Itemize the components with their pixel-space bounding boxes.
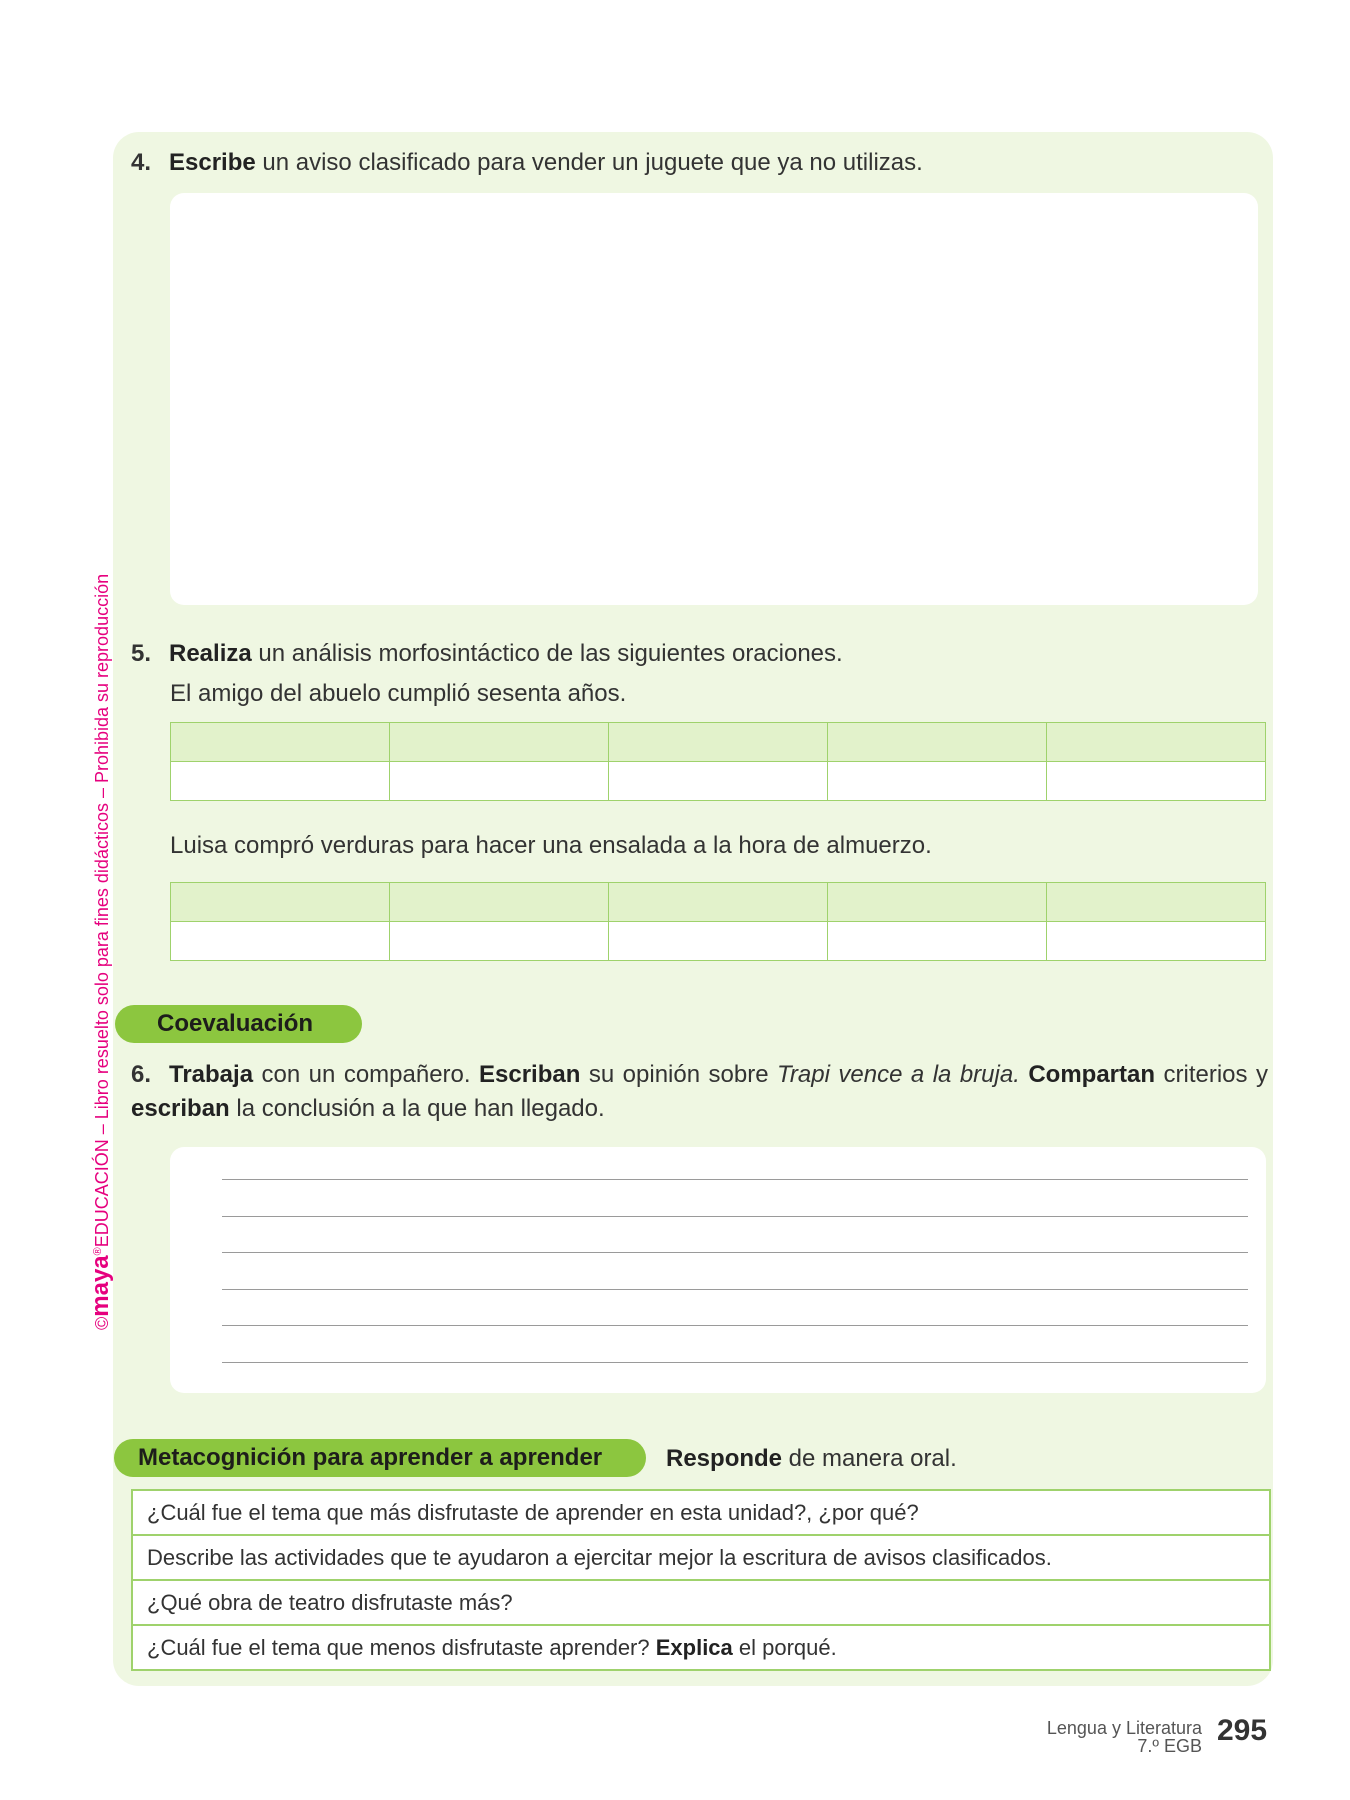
question-6 bbox=[131, 1058, 1268, 1126]
classified-ad-answer-box[interactable] bbox=[170, 193, 1258, 605]
question-text: con un compañero. bbox=[253, 1061, 480, 1088]
writing-line[interactable] bbox=[222, 1362, 1248, 1363]
writing-line[interactable] bbox=[222, 1216, 1248, 1217]
writing-line[interactable] bbox=[222, 1289, 1248, 1290]
table-cell[interactable] bbox=[828, 723, 1047, 762]
table-header-row bbox=[171, 723, 1266, 762]
writing-line[interactable] bbox=[222, 1325, 1248, 1326]
question-text: criterios y bbox=[1155, 1061, 1268, 1088]
table-cell[interactable] bbox=[390, 723, 609, 762]
table-cell[interactable] bbox=[171, 922, 390, 961]
table-cell[interactable] bbox=[171, 883, 390, 922]
opinion-answer-box[interactable] bbox=[170, 1147, 1266, 1393]
copyright-text: EDUCACIÓN – Libro resuelto solo para fines didácticos – Prohibida su reproducción bbox=[92, 573, 112, 1248]
table-cell[interactable] bbox=[1047, 723, 1266, 762]
table-row: ¿Cuál fue el tema que más disfrutaste de aprender en esta unidad?, ¿por qué? bbox=[133, 1491, 1269, 1536]
analysis-table-1 bbox=[170, 722, 1266, 801]
metacognicion-table bbox=[131, 1489, 1271, 1671]
sentence-2: Luisa compró verduras para hacer una ensalada a la hora de almuerzo. bbox=[170, 832, 932, 859]
table-row bbox=[133, 1626, 1269, 1669]
question-verb: Escribe bbox=[169, 149, 256, 176]
row-text: el porqué. bbox=[732, 1635, 837, 1660]
table-row: ¿Qué obra de teatro disfrutaste más? bbox=[133, 1581, 1269, 1626]
question-number: 4. bbox=[131, 149, 152, 176]
table-cell[interactable] bbox=[828, 922, 1047, 961]
question-text: la conclusión a la que han llegado. bbox=[229, 1095, 605, 1122]
question-4 bbox=[131, 146, 923, 180]
table-cell[interactable] bbox=[609, 723, 828, 762]
row-verb: Explica bbox=[655, 1635, 733, 1660]
brand-logo: maya bbox=[87, 1255, 114, 1317]
question-verb: Trabaja bbox=[169, 1061, 254, 1088]
table-cell[interactable] bbox=[1047, 883, 1266, 922]
table-cell[interactable] bbox=[1047, 922, 1266, 961]
copyright-symbol: © bbox=[92, 1316, 112, 1330]
writing-line[interactable] bbox=[222, 1179, 1248, 1180]
sentence-1: El amigo del abuelo cumplió sesenta años. bbox=[170, 680, 627, 707]
question-text: un aviso clasificado para vender un juguete que ya no utilizas. bbox=[255, 149, 923, 176]
table-row: Describe las actividades que te ayudaron a ejercitar mejor la escritura de avisos clasificados. bbox=[133, 1536, 1269, 1581]
grade-level: 7.º EGB bbox=[1137, 1736, 1202, 1756]
row-text: ¿Cuál fue el tema que menos disfrutaste aprender? bbox=[147, 1635, 656, 1660]
table-row bbox=[171, 762, 1266, 801]
instruction-verb: Responde bbox=[666, 1445, 783, 1472]
page-number: 295 bbox=[1217, 1714, 1268, 1747]
question-verb: Compartan bbox=[1028, 1061, 1156, 1088]
instruction-text: de manera oral. bbox=[782, 1445, 957, 1472]
table-cell[interactable] bbox=[390, 922, 609, 961]
footer-subject bbox=[1047, 1719, 1202, 1755]
table-cell[interactable] bbox=[1047, 762, 1266, 801]
table-cell[interactable] bbox=[828, 762, 1047, 801]
table-cell[interactable] bbox=[609, 762, 828, 801]
registered-mark: ® bbox=[92, 1247, 104, 1256]
copyright-notice bbox=[87, 574, 115, 1330]
table-cell[interactable] bbox=[828, 883, 1047, 922]
question-verb: Realiza bbox=[169, 640, 252, 667]
table-row bbox=[171, 922, 1266, 961]
table-header-row bbox=[171, 883, 1266, 922]
table-cell[interactable] bbox=[390, 883, 609, 922]
question-5 bbox=[131, 637, 843, 671]
question-verb: Escriban bbox=[479, 1061, 581, 1088]
question-text: su opinión sobre bbox=[580, 1061, 778, 1088]
table-cell[interactable] bbox=[390, 762, 609, 801]
coevaluacion-badge: Coevaluación bbox=[115, 1005, 362, 1043]
metacognicion-badge: Metacognición para aprender a aprender bbox=[114, 1439, 646, 1477]
table-cell[interactable] bbox=[609, 883, 828, 922]
writing-line[interactable] bbox=[222, 1252, 1248, 1253]
table-cell[interactable] bbox=[171, 723, 390, 762]
table-cell[interactable] bbox=[609, 922, 828, 961]
subject-name: Lengua y Literatura bbox=[1046, 1718, 1202, 1738]
question-number: 6. bbox=[131, 1061, 152, 1088]
analysis-table-2 bbox=[170, 882, 1266, 961]
work-title: Trapi vence a la bruja. bbox=[777, 1061, 1020, 1088]
metacognicion-instruction bbox=[666, 1440, 957, 1478]
question-text: un análisis morfosintáctico de las siguientes oraciones. bbox=[251, 640, 843, 667]
question-number: 5. bbox=[131, 640, 152, 667]
table-cell[interactable] bbox=[171, 762, 390, 801]
question-verb: escriban bbox=[131, 1095, 230, 1122]
